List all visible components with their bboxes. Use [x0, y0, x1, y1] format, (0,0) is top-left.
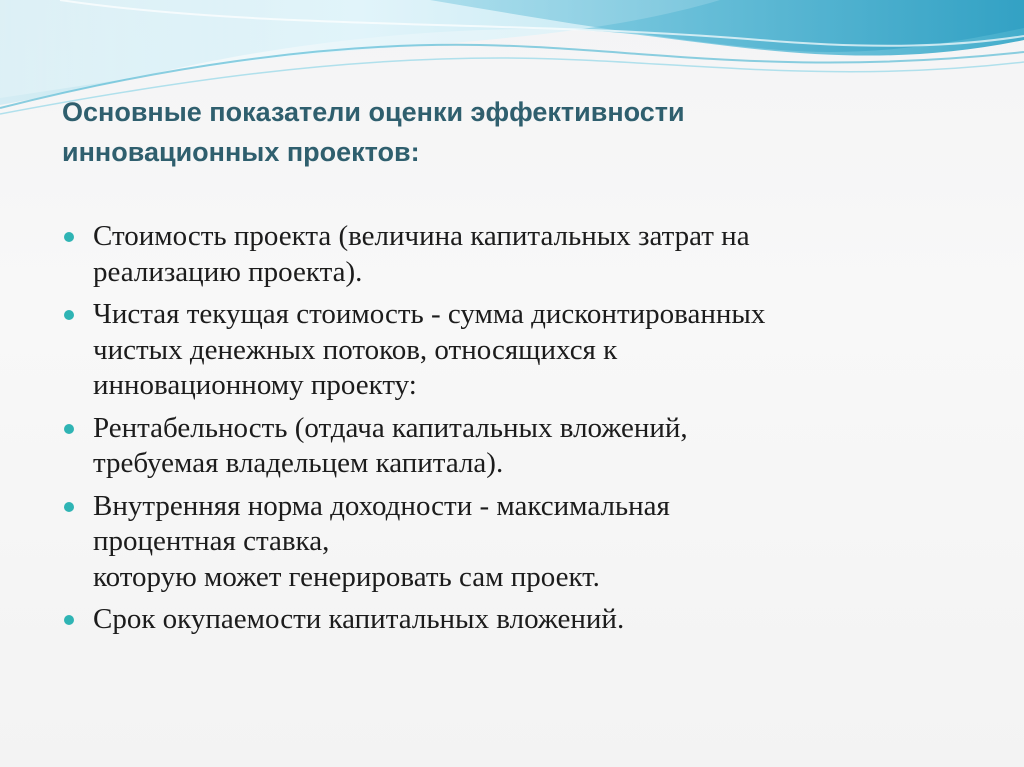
bullet-item	[62, 297, 982, 404]
bullet-line: инновационному проекту:	[93, 369, 417, 401]
bullet-line: Стоимость проекта (величина капитальных затрат на	[93, 220, 750, 252]
bullet-line: Чистая текущая стоимость - сумма дисконтированных	[93, 298, 766, 330]
bullet-dot-icon	[64, 232, 74, 242]
bullet-dot-icon	[64, 615, 74, 625]
bullet-line: которую может генерировать сам проект.	[93, 560, 600, 593]
bullet-line: процентная ставка,	[93, 525, 330, 557]
bullet-line: требуемая владельцем капитала).	[93, 447, 504, 479]
bullet-line: Рентабельность (отдача капитальных вложений,	[93, 411, 688, 444]
bullet-item	[62, 411, 982, 482]
bullet-list	[62, 219, 982, 645]
bullet-dot-icon	[64, 424, 74, 434]
slide-title	[62, 92, 962, 172]
slide-title-line: Основные показатели оценки эффективности	[62, 97, 685, 127]
bullet-dot-icon	[64, 310, 74, 320]
bullet-line: Внутренняя норма доходности - максимальная	[93, 489, 670, 522]
bullet-line: реализацию проекта).	[93, 255, 363, 288]
bullet-line: чистых денежных потоков, относящихся к	[93, 333, 618, 366]
bullet-dot-icon	[64, 502, 74, 512]
bullet-item	[62, 219, 982, 290]
bullet-item	[62, 489, 982, 596]
bullet-line: Срок окупаемости капитальных вложений.	[93, 603, 625, 635]
slide-title-line: инновационных проектов:	[62, 137, 420, 167]
bullet-item	[62, 602, 982, 638]
